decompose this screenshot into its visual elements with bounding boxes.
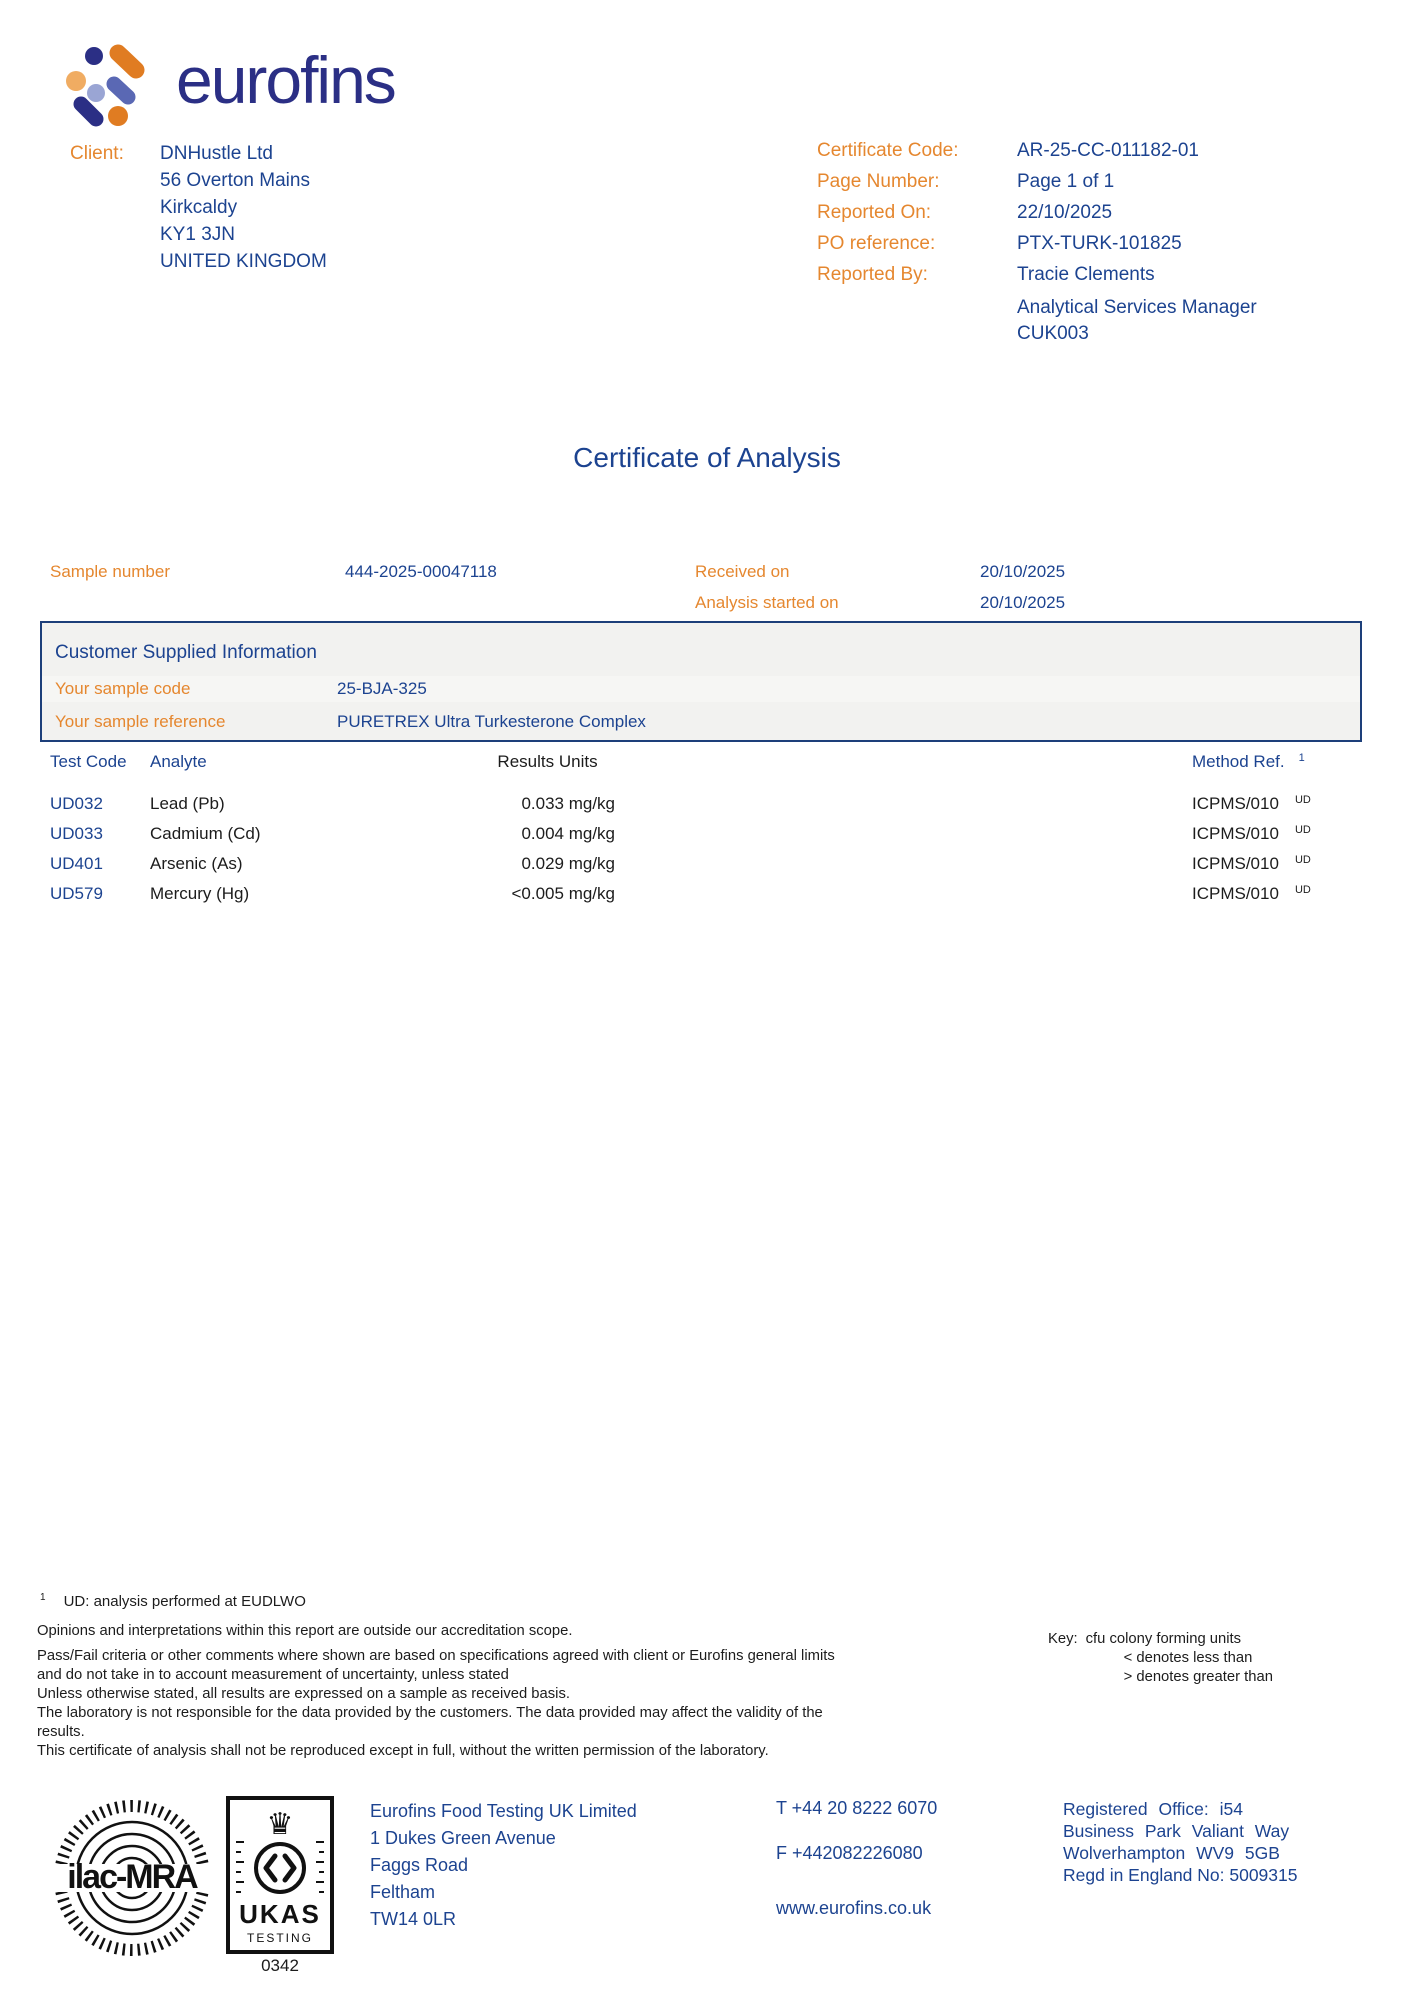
client-country: UNITED KINGDOM [160, 251, 327, 272]
certificate-code-value: AR-25-CC-011182-01 [1017, 140, 1199, 161]
analyte: Cadmium (Cd) [150, 824, 261, 843]
lab-town: Feltham [370, 1882, 436, 1902]
header-test-code: Test Code [50, 752, 127, 771]
registered-number-line: Regd in England No: 5009315 [1063, 1865, 1298, 1885]
disclaimer-reproduction: This certificate of analysis shall not be reproduced except in full, without the written permission of the laboratory. [37, 1743, 769, 1759]
result-value: 0.004 mg/kg [521, 824, 615, 843]
analyte: Mercury (Hg) [150, 884, 250, 903]
svg-text:ilac-MRA: ilac-MRA [67, 1858, 197, 1896]
registered-office-block [1063, 1798, 1341, 1886]
header-method-ref [1192, 752, 1342, 772]
fax-number: F +442082226080 [776, 1843, 923, 1863]
registered-office-line: Business Park Valiant Way [1063, 1821, 1290, 1841]
reported-by-role-block [1017, 295, 1257, 347]
eurofins-wordmark: eurofins [176, 43, 395, 117]
meta-row-reported-on [817, 202, 1257, 224]
received-on-label: Received on [695, 562, 790, 581]
svg-text:UKAS: UKAS [239, 1899, 321, 1929]
results-table [50, 752, 1342, 914]
result-value: 0.029 mg/kg [521, 854, 615, 873]
disclaimer-received-basis: Unless otherwise stated, all results are expressed on a sample as received basis. [37, 1686, 570, 1702]
method-ref-value: ICPMS/010 [1192, 884, 1279, 903]
customer-info-heading: Customer Supplied Information [55, 642, 317, 663]
method-ref [1192, 824, 1342, 844]
key-cfu: cfu colony forming units [1085, 1631, 1242, 1647]
customer-supplied-info-box [40, 621, 1362, 742]
po-reference-label: PO reference: [817, 233, 936, 254]
website-link[interactable]: www.eurofins.co.uk [776, 1898, 932, 1918]
method-ref-footnote-marker: 1 [1298, 752, 1305, 764]
lab-name: Eurofins Food Testing UK Limited [370, 1801, 637, 1821]
svg-text:TESTING: TESTING [246, 1931, 314, 1945]
meta-row-reported-by [817, 264, 1257, 286]
lab-postcode: TW14 0LR [370, 1909, 457, 1929]
results-header-row [50, 752, 1342, 772]
customer-info-row-sample-code [42, 676, 1360, 702]
method-lab-marker: UD [1294, 854, 1311, 866]
key-block [1048, 1630, 1273, 1687]
svg-text:♛: ♛ [266, 1807, 294, 1842]
ukas-logo [226, 1796, 334, 1959]
client-address [160, 140, 327, 275]
reported-by-label: Reported By: [817, 264, 928, 285]
phone-number: T +44 20 8222 6070 [776, 1798, 938, 1818]
client-street: 56 Overton Mains [160, 170, 310, 191]
reported-by-code: CUK003 [1017, 323, 1089, 344]
table-row [50, 794, 1342, 814]
result-value: 0.033 mg/kg [521, 794, 615, 813]
key-less-than: < denotes less than [1123, 1650, 1253, 1666]
analysis-started-label: Analysis started on [695, 593, 839, 612]
client-block [70, 140, 327, 275]
lab-street: 1 Dukes Green Avenue [370, 1828, 556, 1848]
reported-by-role: Analytical Services Manager [1017, 297, 1257, 318]
reported-on-label: Reported On: [817, 202, 932, 223]
page-number-value: Page 1 of 1 [1017, 171, 1115, 192]
table-row [50, 884, 1342, 904]
registered-office-line: Registered Office: i54 [1063, 1799, 1243, 1819]
lab-road: Faggs Road [370, 1855, 469, 1875]
eurofins-dots-icon [62, 30, 162, 130]
page-number-label: Page Number: [817, 171, 940, 192]
your-sample-code-label: Your sample code [55, 679, 191, 698]
footnote-marker: 1 [40, 1592, 46, 1603]
po-reference-value: PTX-TURK-101825 [1017, 233, 1182, 254]
header-analyte: Analyte [150, 752, 207, 771]
client-name: DNHustle Ltd [160, 143, 273, 164]
received-on-value: 20/10/2025 [980, 562, 1066, 581]
analyte: Arsenic (As) [150, 854, 243, 873]
test-code: UD033 [50, 824, 103, 843]
your-sample-reference-value: PURETREX Ultra Turkesterone Complex [337, 712, 646, 731]
page-title: Certificate of Analysis [573, 442, 841, 473]
test-code: UD401 [50, 854, 103, 873]
meta-row-page-number [817, 171, 1257, 193]
ukas-icon [226, 1796, 334, 1954]
meta-row-po-reference [817, 233, 1257, 255]
certificate-code-label: Certificate Code: [817, 140, 959, 161]
results-body [50, 794, 1342, 904]
table-row [50, 824, 1342, 844]
method-ref-value: ICPMS/010 [1192, 824, 1279, 843]
footnote-reference [40, 1592, 306, 1610]
key-label: Key: [1048, 1631, 1078, 1647]
client-label: Client: [70, 143, 124, 164]
sample-number-label: Sample number [50, 562, 171, 581]
customer-info-row-sample-reference [42, 709, 1360, 735]
analysis-started-value: 20/10/2025 [980, 593, 1066, 612]
ukas-accreditation-number: 0342 [261, 1956, 299, 1975]
method-ref [1192, 854, 1342, 874]
reported-by-value: Tracie Clements [1017, 264, 1155, 285]
your-sample-reference-label: Your sample reference [55, 712, 226, 731]
client-postcode: KY1 3JN [160, 224, 235, 245]
certificate-meta [817, 140, 1257, 347]
contact-block [776, 1798, 937, 1919]
table-row [50, 854, 1342, 874]
method-lab-marker: UD [1294, 824, 1311, 836]
registered-office-line: Wolverhampton WV9 5GB [1063, 1843, 1280, 1863]
method-ref [1192, 884, 1342, 904]
disclaimer-accreditation: Opinions and interpretations within this report are outside our accreditation scope. [37, 1623, 573, 1639]
legal-disclaimers [37, 1622, 849, 1761]
client-city: Kirkcaldy [160, 197, 238, 218]
sample-number-value: 444-2025-00047118 [345, 562, 497, 581]
disclaimer-customer-data: The laboratory is not responsible for the data provided by the customers. The data provided may affect the validity of the results. [37, 1705, 823, 1740]
eurofins-logo [62, 30, 395, 130]
method-lab-marker: UD [1294, 794, 1311, 806]
disclaimer-passfail: Pass/Fail criteria or other comments where shown are based on specifications agreed with client or Eurofins general limits and do not take in to account measurement of uncertainty, unless stated [37, 1648, 835, 1683]
reported-on-value: 22/10/2025 [1017, 202, 1113, 223]
ilac-mra-logo [52, 1798, 212, 1963]
footnote-text: UD: analysis performed at EUDLWO [63, 1593, 306, 1610]
ilac-mra-icon [52, 1798, 212, 1958]
method-ref [1192, 794, 1342, 814]
analyte: Lead (Pb) [150, 794, 225, 813]
test-code: UD032 [50, 794, 103, 813]
method-ref-value: ICPMS/010 [1192, 854, 1279, 873]
result-value: <0.005 mg/kg [511, 884, 615, 903]
meta-row-certificate-code [817, 140, 1257, 162]
lab-address [370, 1798, 637, 1933]
method-ref-text: Method Ref. [1192, 752, 1285, 771]
header-results-units: Results Units [497, 752, 598, 771]
method-ref-value: ICPMS/010 [1192, 794, 1279, 813]
sample-section [50, 562, 1360, 613]
key-greater-than: > denotes greater than [1123, 1669, 1273, 1685]
method-lab-marker: UD [1294, 884, 1311, 896]
your-sample-code-value: 25-BJA-325 [337, 679, 427, 698]
test-code: UD579 [50, 884, 103, 903]
